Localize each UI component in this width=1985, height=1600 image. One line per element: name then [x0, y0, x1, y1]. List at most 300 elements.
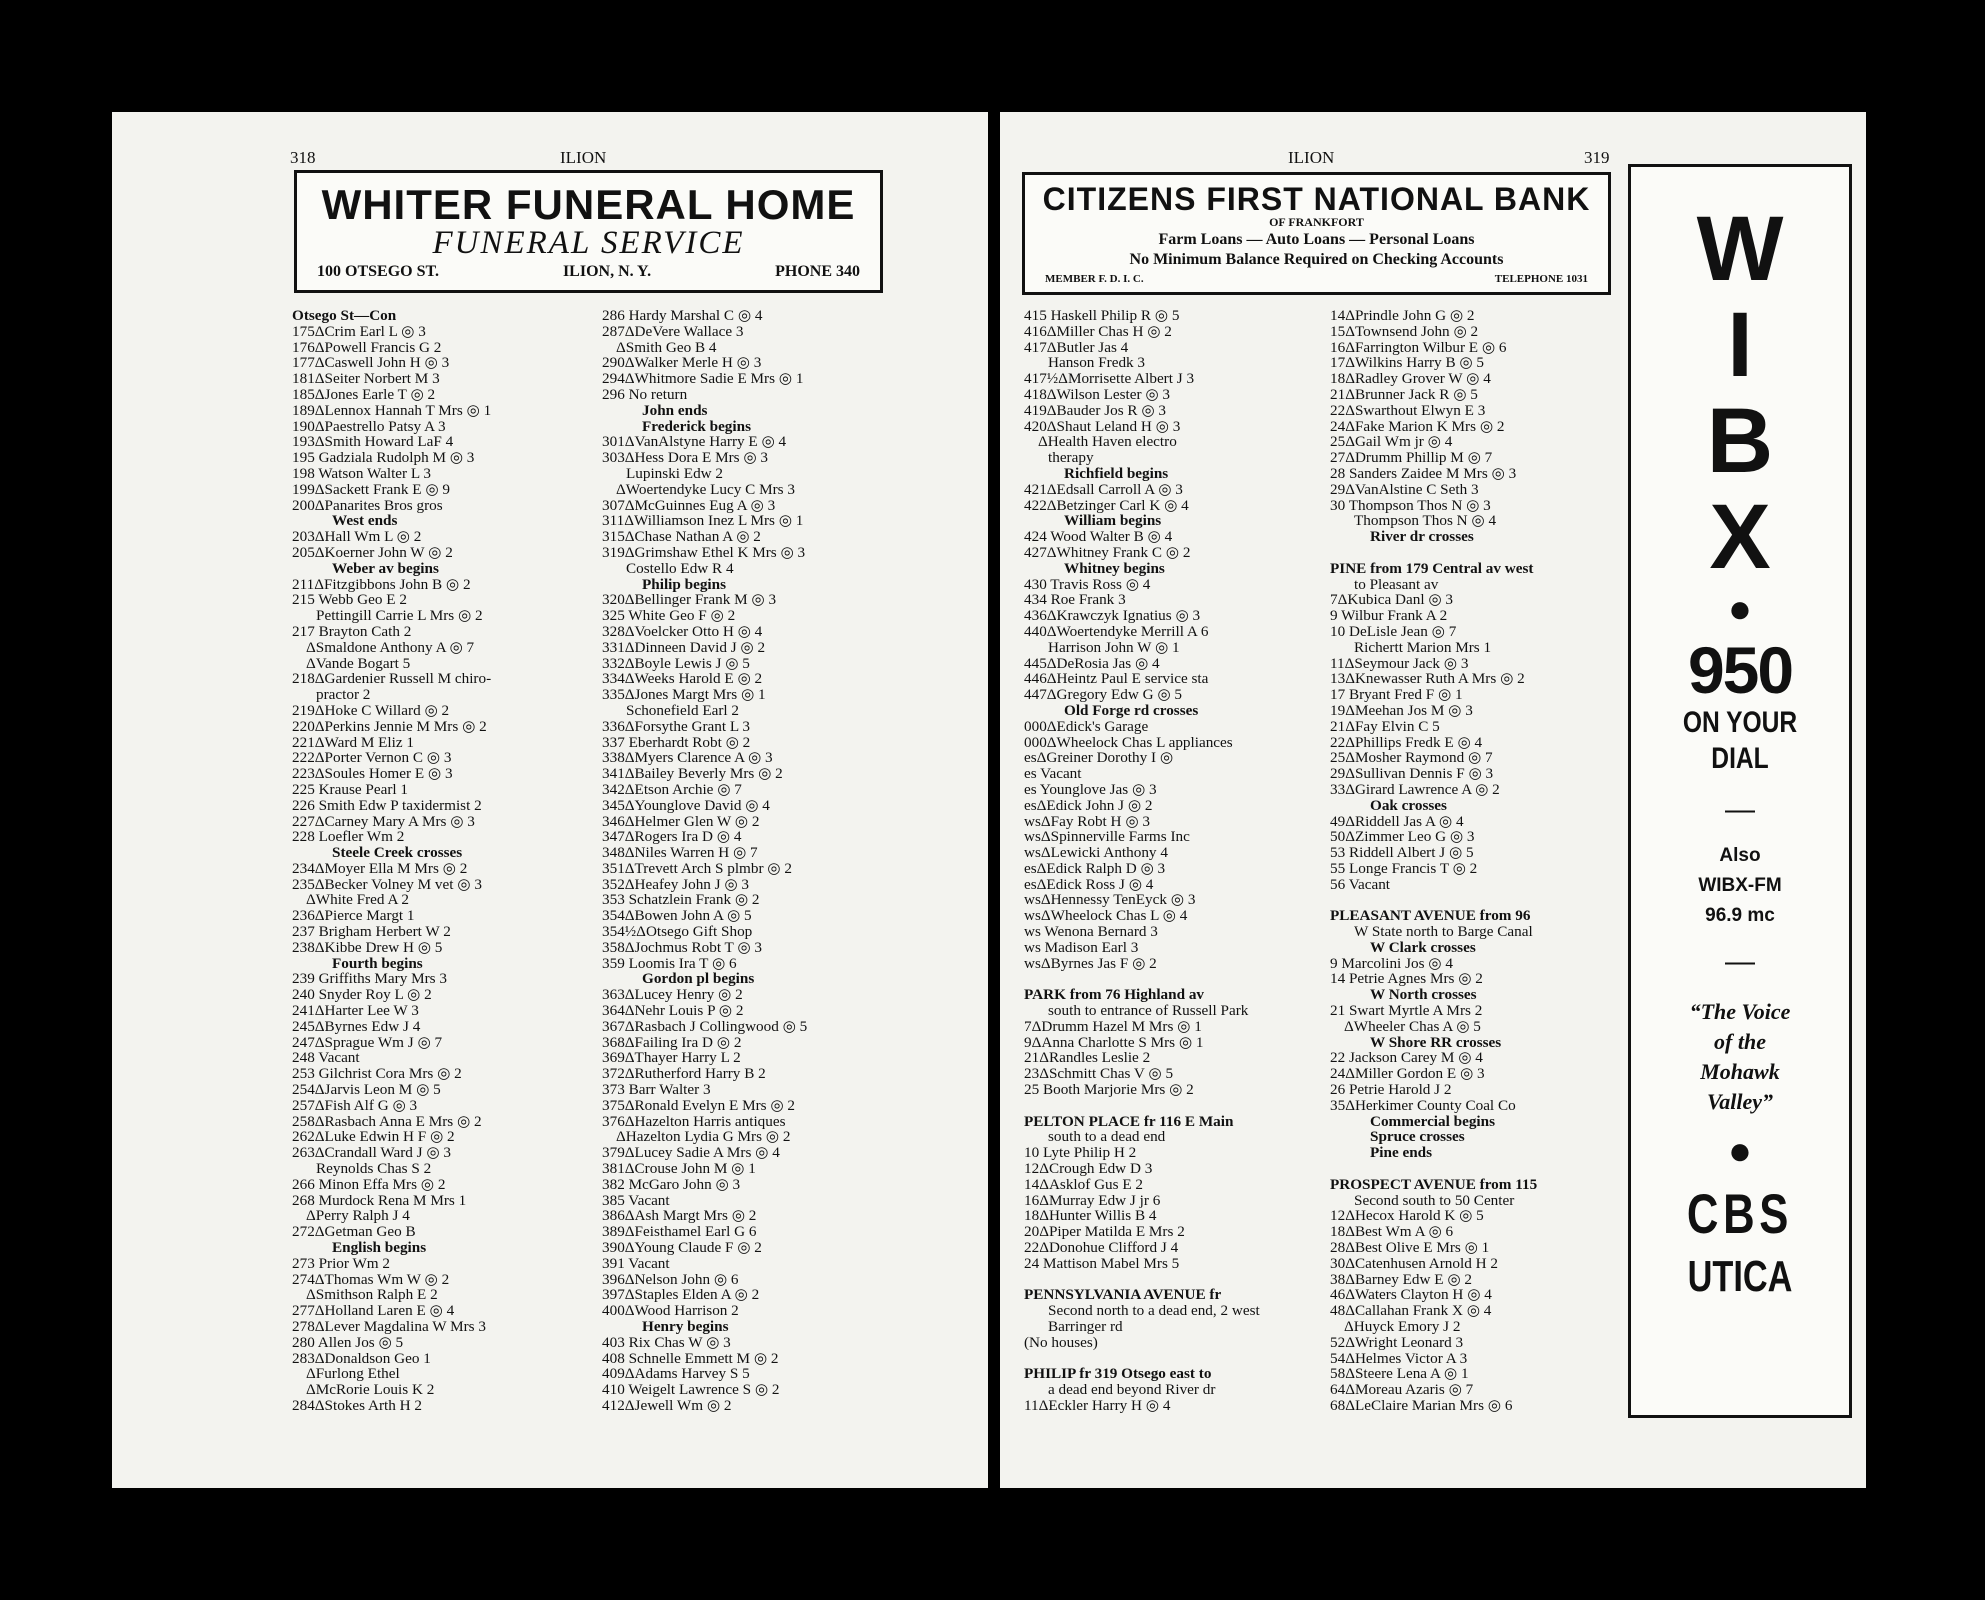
directory-entry: ws Wenona Bernard 3	[1024, 923, 1158, 941]
directory-entry: 372ΔRutherford Harry B 2	[602, 1065, 766, 1083]
directory-entry: 28ΔBest Olive E Mrs ◎ 1	[1330, 1239, 1490, 1257]
directory-entry: 415 Haskell Philip R ◎ 5	[1024, 307, 1180, 324]
directory-entry: 241ΔHarter Lee W 3	[292, 1002, 419, 1020]
left-page	[112, 112, 988, 1488]
directory-entry: 416ΔMiller Chas H ◎ 2	[1024, 322, 1172, 340]
directory-entry: 375ΔRonald Evelyn E Mrs ◎ 2	[602, 1096, 796, 1114]
directory-entry	[1024, 1351, 1260, 1367]
directory-entry: 257ΔFish Alf G ◎ 3	[292, 1096, 418, 1114]
directory-entry: 296 No return	[602, 385, 688, 403]
directory-entry: 424 Wood Walter B ◎ 4	[1024, 528, 1173, 546]
directory-entry: 17ΔWilkins Harry B ◎ 5	[1330, 354, 1485, 372]
bank-ad	[1022, 172, 1611, 295]
directory-entry: ΔVande Bogart 5	[306, 654, 411, 672]
directory-entry: 22ΔSwarthout Elwyn E 3	[1330, 401, 1486, 419]
directory-entry: Oak crosses	[1370, 796, 1447, 814]
directory-entry: 352ΔHeafey John J ◎ 3	[602, 875, 750, 893]
directory-entry: 227ΔCarney Mary A Mrs ◎ 3	[292, 812, 475, 830]
directory-entry: 419ΔBauder Jos R ◎ 3	[1024, 401, 1166, 419]
directory-entry: PENNSYLVANIA AVENUE fr	[1024, 1286, 1222, 1304]
directory-entry: 226 Smith Edw P taxidermist 2	[292, 796, 482, 814]
directory-entry: Old Forge rd crosses	[1064, 701, 1199, 719]
dial-line-2: DIAL	[1711, 742, 1769, 775]
directory-entry: 19ΔMeehan Jos M ◎ 3	[1330, 701, 1473, 719]
directory-entry: 280 Allen Jos ◎ 5	[292, 1333, 404, 1351]
directory-entry: 237 Brigham Herbert W 2	[292, 923, 451, 941]
directory-entry: 266 Minon Effa Mrs ◎ 2	[292, 1175, 446, 1193]
directory-entry: Second north to a dead end, 2 west	[1048, 1302, 1260, 1320]
directory-entry: 234ΔMoyer Ella M Mrs ◎ 2	[292, 859, 468, 877]
directory-entry: 28 Sanders Zaidee M Mrs ◎ 3	[1330, 464, 1517, 482]
directory-entry	[1330, 545, 1537, 561]
directory-entry: 190ΔPaestrello Patsy A 3	[292, 417, 446, 435]
directory-entry: wsΔFay Robt H ◎ 3	[1024, 812, 1150, 830]
directory-entry: 200ΔPanarites Bros gros	[292, 496, 443, 514]
directory-entry: PROSPECT AVENUE from 115	[1330, 1175, 1538, 1193]
directory-column-right-2	[1330, 308, 1537, 1414]
divider: —	[1725, 945, 1755, 978]
network-label: CBS	[1686, 1182, 1794, 1245]
directory-column-right-1	[1024, 308, 1260, 1414]
directory-entry: 358ΔJochmus Robt T ◎ 3	[602, 938, 763, 956]
directory-entry: 21ΔFay Elvin C 5	[1330, 717, 1440, 735]
dial-line-1: ON YOUR	[1682, 706, 1798, 739]
directory-entry: 56 Vacant	[1330, 875, 1391, 893]
directory-entry: 446ΔHeintz Paul E service sta	[1024, 670, 1209, 688]
slogan-line-1: “The Voice	[1689, 999, 1791, 1024]
directory-column-left-1	[292, 308, 491, 1414]
directory-entry: ΔSmithson Ralph E 2	[306, 1286, 438, 1304]
directory-entry: 215 Webb Geo E 2	[292, 591, 407, 609]
directory-entry: 422ΔBetzinger Carl K ◎ 4	[1024, 496, 1189, 514]
directory-entry: wsΔWheelock Chas L ◎ 4	[1024, 907, 1188, 925]
directory-entry: Fourth begins	[332, 954, 423, 972]
directory-entry: 205ΔKoerner John W ◎ 2	[292, 543, 453, 561]
directory-entry: 24ΔMiller Gordon E ◎ 3	[1330, 1065, 1485, 1083]
directory-entry: 367ΔRasbach J Collingwood ◎ 5	[602, 1017, 808, 1035]
directory-entry: 238ΔKibbe Drew H ◎ 5	[292, 938, 443, 956]
directory-entry: 30 Thompson Thos N ◎ 3	[1330, 496, 1491, 514]
directory-entry: 421ΔEdsall Carroll A ◎ 3	[1024, 480, 1183, 498]
directory-entry: 21ΔBrunner Jack R ◎ 5	[1330, 385, 1478, 403]
directory-entry: 245ΔByrnes Edw J 4	[292, 1017, 421, 1035]
directory-entry: 48ΔCallahan Frank X ◎ 4	[1330, 1302, 1492, 1320]
directory-entry: south to entrance of Russell Park	[1048, 1002, 1249, 1020]
directory-entry: English begins	[332, 1239, 427, 1257]
directory-entry: 325 White Geo F ◎ 2	[602, 607, 736, 625]
directory-entry: 195 Gadziala Rudolph M ◎ 3	[292, 449, 475, 467]
directory-entry: Costello Edw R 4	[626, 559, 734, 577]
directory-entry: 12ΔHecox Harold K ◎ 5	[1330, 1207, 1484, 1225]
directory-entry: Frederick begins	[642, 417, 751, 435]
directory-entry: 14ΔPrindle John G ◎ 2	[1330, 307, 1475, 324]
directory-entry: Reynolds Chas S 2	[316, 1160, 432, 1178]
directory-entry: 7ΔKubica Danl ◎ 3	[1330, 591, 1453, 609]
divider: —	[1725, 793, 1755, 826]
directory-entry: PHILIP fr 319 Otsego east to	[1024, 1365, 1212, 1383]
directory-entry: 193ΔSmith Howard LaF 4	[292, 433, 454, 451]
directory-entry: River dr crosses	[1370, 528, 1474, 546]
directory-entry: 50ΔZimmer Leo G ◎ 3	[1330, 828, 1475, 846]
directory-entry: Steele Creek crosses	[332, 844, 463, 862]
directory-entry	[1024, 1098, 1260, 1114]
directory-entry: 307ΔMcGuinnes Eug A ◎ 3	[602, 496, 776, 514]
directory-entry: 430 Travis Ross ◎ 4	[1024, 575, 1151, 593]
ad-name: WHITER FUNERAL HOME	[321, 181, 856, 228]
call-letter: W	[1696, 198, 1784, 300]
directory-entry: John ends	[642, 401, 708, 419]
directory-entry: Spruce crosses	[1370, 1128, 1465, 1146]
directory-entry: 25ΔMosher Raymond ◎ 7	[1330, 749, 1493, 767]
directory-entry: Richfield begins	[1064, 464, 1169, 482]
directory-entry: 55 Longe Francis T ◎ 2	[1330, 859, 1478, 877]
page-number: 318	[290, 148, 316, 167]
directory-entry: 58ΔSteere Lena A ◎ 1	[1330, 1365, 1469, 1383]
directory-entry: W North crosses	[1370, 986, 1477, 1004]
directory-entry	[1024, 971, 1260, 987]
directory-entry: ΔHealth Haven electro	[1038, 433, 1177, 451]
directory-entry: 236ΔPierce Margt 1	[292, 907, 415, 925]
directory-entry: 417ΔButler Jas 4	[1024, 338, 1129, 356]
fm-label: WIBX-FM	[1698, 875, 1782, 896]
directory-entry: Pettingill Carrie L Mrs ◎ 2	[316, 607, 483, 625]
directory-entry: (No houses)	[1024, 1333, 1098, 1351]
directory-entry: 410 Weigelt Lawrence S ◎ 2	[602, 1381, 780, 1399]
directory-entry: PINE from 179 Central av west	[1330, 559, 1534, 577]
ad-member: MEMBER F. D. I. C.	[1045, 273, 1144, 285]
directory-entry: 354ΔBowen John A ◎ 5	[602, 907, 752, 925]
directory-entry: 369ΔThayer Harry L 2	[602, 1049, 741, 1067]
directory-entry: 35ΔHerkimer County Coal Co	[1330, 1096, 1516, 1114]
directory-entry: 408 Schnelle Emmett M ◎ 2	[602, 1349, 779, 1367]
directory-entry: 274ΔThomas Wm W ◎ 2	[292, 1270, 450, 1288]
directory-entry: 10 DeLisle Jean ◎ 7	[1330, 622, 1457, 640]
directory-entry: 11ΔEckler Harry H ◎ 4	[1024, 1396, 1171, 1414]
directory-entry: 189ΔLennox Hannah T Mrs ◎ 1	[292, 401, 492, 419]
directory-entry: 278ΔLever Magdalina W Mrs 3	[292, 1318, 486, 1335]
ad-name: CITIZENS FIRST NATIONAL BANK	[1042, 181, 1591, 217]
directory-entry	[1330, 1161, 1537, 1177]
directory-entry: 219ΔHoke C Willard ◎ 2	[292, 701, 450, 719]
directory-entry: 21ΔRandles Leslie 2	[1024, 1049, 1151, 1067]
directory-entry: 240 Snyder Roy L ◎ 2	[292, 986, 432, 1004]
directory-entry: es Vacant	[1024, 765, 1082, 783]
directory-entry: 379ΔLucey Sadie A Mrs ◎ 4	[602, 1144, 780, 1162]
directory-entry: ΔHuyck Emory J 2	[1344, 1318, 1461, 1335]
directory-entry: 9ΔAnna Charlotte S Mrs ◎ 1	[1024, 1033, 1204, 1051]
directory-entry: Whitney begins	[1064, 559, 1165, 577]
directory-entry: es Younglove Jas ◎ 3	[1024, 780, 1157, 798]
directory-entry: ΔMcRorie Louis K 2	[306, 1381, 435, 1399]
directory-entry: 320ΔBellinger Frank M ◎ 3	[602, 591, 777, 609]
directory-entry: 341ΔBailey Beverly Mrs ◎ 2	[602, 765, 783, 783]
right-page	[1000, 112, 1866, 1488]
directory-entry: 14ΔAsklof Gus E 2	[1024, 1175, 1144, 1193]
directory-entry: 68ΔLeClaire Marian Mrs ◎ 6	[1330, 1396, 1513, 1414]
directory-entry: 53 Riddell Albert J ◎ 5	[1330, 844, 1474, 862]
directory-entry: 447ΔGregory Edw G ◎ 5	[1024, 686, 1182, 704]
directory-entry: Philip begins	[642, 575, 726, 593]
directory-entry: Weber av begins	[332, 559, 439, 577]
directory-entry: 33ΔGirard Lawrence A ◎ 2	[1330, 780, 1500, 798]
directory-entry: 000ΔEdick's Garage	[1024, 717, 1149, 735]
directory-entry: 283ΔDonaldson Geo 1	[292, 1349, 431, 1367]
directory-entry: 363ΔLucey Henry ◎ 2	[602, 986, 743, 1004]
directory-entry: 287ΔDeVere Wallace 3	[602, 322, 744, 340]
directory-entry: 315ΔChase Nathan A ◎ 2	[602, 528, 761, 546]
ad-tagline: FUNERAL SERVICE	[432, 225, 745, 261]
directory-entry: PLEASANT AVENUE from 96	[1330, 907, 1531, 925]
directory-entry: ΔPerry Ralph J 4	[306, 1207, 410, 1225]
directory-entry: Thompson Thos N ◎ 4	[1354, 512, 1497, 530]
book-gutter	[988, 100, 1000, 1500]
slogan-line-3: Mohawk	[1700, 1059, 1780, 1084]
directory-entry: 217 Brayton Cath 2	[292, 622, 412, 640]
directory-entry: Barringer rd	[1048, 1318, 1123, 1335]
directory-entry: ws Madison Earl 3	[1024, 938, 1139, 956]
directory-entry: wsΔByrnes Jas F ◎ 2	[1024, 954, 1157, 972]
directory-entry: 26 Petrie Harold J 2	[1330, 1081, 1452, 1099]
directory-entry: wsΔHennessy TenEyck ◎ 3	[1024, 891, 1196, 909]
directory-entry: 354½ΔOtsego Gift Shop	[602, 923, 753, 941]
directory-entry: 223ΔSoules Homer E ◎ 3	[292, 765, 453, 783]
directory-entry: 10 Lyte Philip H 2	[1024, 1144, 1137, 1162]
directory-entry: 331ΔDinneen David J ◎ 2	[602, 638, 766, 656]
directory-entry: 389ΔFeisthamel Earl G 6	[602, 1223, 757, 1241]
directory-entry: 301ΔVanAlstyne Harry E ◎ 4	[602, 433, 787, 451]
directory-entry: W Clark crosses	[1370, 938, 1476, 956]
directory-entry: 9 Wilbur Frank A 2	[1330, 607, 1448, 625]
directory-entry: Harrison John W ◎ 1	[1048, 638, 1180, 656]
ad-contact-row	[317, 263, 860, 281]
directory-entry: 409ΔAdams Harvey S 5	[602, 1365, 750, 1383]
directory-entry: ΔWoertendyke Lucy C Mrs 3	[616, 480, 795, 498]
directory-entry: Pine ends	[1370, 1144, 1433, 1162]
directory-entry: therapy	[1048, 449, 1094, 467]
directory-entry: 382 McGaro John ◎ 3	[602, 1175, 741, 1193]
directory-entry: wsΔLewicki Anthony 4	[1024, 844, 1168, 862]
directory-entry: 284ΔStokes Arth H 2	[292, 1396, 423, 1414]
directory-entry: 52ΔWright Leonard 3	[1330, 1333, 1464, 1351]
directory-entry: 440ΔWoertendyke Merrill A 6	[1024, 622, 1209, 640]
directory-entry: 24ΔFake Marion K Mrs ◎ 2	[1330, 417, 1505, 435]
directory-entry: 348ΔNiles Warren H ◎ 7	[602, 844, 758, 862]
directory-entry: Hanson Fredk 3	[1048, 354, 1146, 372]
directory-entry: 311ΔWilliamson Inez L Mrs ◎ 1	[602, 512, 804, 530]
directory-entry: 396ΔNelson John ◎ 6	[602, 1270, 739, 1288]
call-letter: X	[1709, 486, 1771, 588]
directory-entry: Gordon pl begins	[642, 970, 755, 988]
ad-phone: PHONE 340	[775, 263, 860, 280]
directory-entry: 54ΔHelmes Victor A 3	[1330, 1349, 1468, 1367]
directory-entry: 38ΔBarney Edw E ◎ 2	[1330, 1270, 1472, 1288]
ad-line2: No Minimum Balance Required on Checking Accounts	[1129, 251, 1504, 268]
directory-entry: 27ΔDrumm Phillip M ◎ 7	[1330, 449, 1493, 467]
directory-entry: 13ΔKnewasser Ruth A Mrs ◎ 2	[1330, 670, 1525, 688]
directory-entry: 22ΔDonohue Clifford J 4	[1024, 1239, 1179, 1257]
directory-entry: Lupinski Edw 2	[626, 464, 724, 482]
directory-entry: 268 Murdock Rena M Mrs 1	[292, 1191, 467, 1209]
directory-entry: 9 Marcolini Jos ◎ 4	[1330, 954, 1453, 972]
directory-entry: 22 Jackson Carey M ◎ 4	[1330, 1049, 1483, 1067]
directory-entry: 376ΔHazelton Harris antiques	[602, 1112, 786, 1130]
bullet-icon: ●	[1727, 587, 1753, 631]
directory-entry: 24 Mattison Mabel Mrs 5	[1024, 1254, 1180, 1272]
city-label: UTICA	[1687, 1252, 1793, 1301]
directory-entry: 254ΔJarvis Leon M ◎ 5	[292, 1081, 441, 1099]
directory-entry: West ends	[332, 512, 398, 530]
directory-entry: 303ΔHess Dora E Mrs ◎ 3	[602, 449, 769, 467]
directory-entry: 336ΔForsythe Grant L 3	[602, 717, 750, 735]
directory-entry: 386ΔAsh Margt Mrs ◎ 2	[602, 1207, 757, 1225]
directory-entry: 30ΔCatenhusen Arnold H 2	[1330, 1254, 1498, 1272]
directory-entry: 342ΔEtson Archie ◎ 7	[602, 780, 742, 798]
directory-entry: esΔEdick Ralph D ◎ 3	[1024, 859, 1166, 877]
directory-entry: ΔHazelton Lydia G Mrs ◎ 2	[616, 1128, 791, 1146]
directory-entry: 391 Vacant	[602, 1254, 670, 1272]
bullet-icon: ●	[1727, 1129, 1753, 1173]
directory-entry: 181ΔSeiter Norbert M 3	[292, 370, 440, 388]
directory-entry: 328ΔVoelcker Otto H ◎ 4	[602, 622, 763, 640]
ad-phone: TELEPHONE 1031	[1494, 273, 1588, 285]
running-head: ILION	[560, 148, 607, 167]
directory-entry: Otsego St—Con	[292, 307, 397, 324]
directory-entry: 14 Petrie Agnes Mrs ◎ 2	[1330, 970, 1483, 988]
directory-entry: to Pleasant av	[1354, 575, 1439, 593]
directory-entry: 239 Griffiths Mary Mrs 3	[292, 970, 447, 988]
directory-entry: W Shore RR crosses	[1370, 1033, 1502, 1051]
directory-entry: 253 Gilchrist Cora Mrs ◎ 2	[292, 1065, 462, 1083]
directory-entry: 417½ΔMorrisette Albert J 3	[1024, 370, 1195, 388]
directory-entry: wsΔSpinnerville Farms Inc	[1024, 828, 1190, 846]
directory-entry: 222ΔPorter Vernon C ◎ 3	[292, 749, 452, 767]
directory-entry: 176ΔPowell Francis G 2	[292, 338, 442, 356]
directory-entry: 397ΔStaples Elden A ◎ 2	[602, 1286, 760, 1304]
call-letter: B	[1706, 390, 1774, 492]
directory-entry: 359 Loomis Ira T ◎ 6	[602, 954, 737, 972]
radio-station-ad	[1628, 164, 1852, 1418]
directory-entry: 373 Barr Walter 3	[602, 1081, 711, 1099]
directory-entry: Richertt Marion Mrs 1	[1354, 638, 1492, 656]
directory-entry: 258ΔRasbach Anna E Mrs ◎ 2	[292, 1112, 482, 1130]
directory-entry: a dead end beyond River dr	[1048, 1381, 1216, 1399]
directory-entry: 23ΔSchmitt Chas V ◎ 5	[1024, 1065, 1174, 1083]
directory-entry: 235ΔBecker Volney M vet ◎ 3	[292, 875, 482, 893]
directory-entry: esΔGreiner Dorothy I ◎	[1024, 749, 1174, 767]
directory-entry: 418ΔWilson Lester ◎ 3	[1024, 385, 1170, 403]
directory-entry: 221ΔWard M Eliz 1	[292, 733, 415, 751]
directory-entry: esΔEdick John J ◎ 2	[1024, 796, 1153, 814]
directory-entry: W State north to Barge Canal	[1354, 923, 1533, 941]
ad-address: 100 OTSEGO ST.	[317, 263, 439, 280]
directory-entry: 445ΔDeRosia Jas ◎ 4	[1024, 654, 1160, 672]
directory-entry: 277ΔHolland Laren E ◎ 4	[292, 1302, 455, 1320]
directory-entry: 351ΔTrevett Arch S plmbr ◎ 2	[602, 859, 792, 877]
directory-entry: 29ΔVanAlstine C Seth 3	[1330, 480, 1479, 498]
page-number: 319	[1584, 148, 1610, 167]
directory-entry: south to a dead end	[1048, 1128, 1166, 1146]
directory-entry: 390ΔYoung Claude F ◎ 2	[602, 1239, 762, 1257]
directory-entry: 25ΔGail Wm jr ◎ 4	[1330, 433, 1453, 451]
directory-entry: 364ΔNehr Louis P ◎ 2	[602, 1002, 744, 1020]
directory-entry: 368ΔFailing Ira D ◎ 2	[602, 1033, 742, 1051]
directory-entry: practor 2	[316, 686, 371, 704]
directory-entry: 177ΔCaswell John H ◎ 3	[292, 354, 450, 372]
directory-entry: 49ΔRiddell Jas A ◎ 4	[1330, 812, 1464, 830]
directory-entry: 29ΔSullivan Dennis F ◎ 3	[1330, 765, 1494, 783]
directory-entry: 427ΔWhitney Frank C ◎ 2	[1024, 543, 1191, 561]
directory-entry: 11ΔSeymour Jack ◎ 3	[1330, 654, 1469, 672]
directory-entry: 335ΔJones Margt Mrs ◎ 1	[602, 686, 766, 704]
directory-entry: esΔEdick Ross J ◎ 4	[1024, 875, 1154, 893]
directory-entry: 18ΔHunter Willis B 4	[1024, 1207, 1157, 1225]
directory-entry: 420ΔShaut Leland H ◎ 3	[1024, 417, 1181, 435]
directory-entry: 247ΔSprague Wm J ◎ 7	[292, 1033, 443, 1051]
directory-entry: ΔSmith Geo B 4	[616, 338, 717, 356]
directory-entry: 262ΔLuke Edwin H F ◎ 2	[292, 1128, 455, 1146]
ad-sub: OF FRANKFORT	[1269, 215, 1364, 229]
directory-entry: 286 Hardy Marshal C ◎ 4	[602, 307, 763, 324]
directory-entry: 272ΔGetman Geo B	[292, 1223, 416, 1241]
directory-entry: Henry begins	[642, 1318, 729, 1335]
directory-entry: 185ΔJones Earle T ◎ 2	[292, 385, 436, 403]
directory-entry: 17 Bryant Fred F ◎ 1	[1330, 686, 1463, 704]
directory-entry: 353 Schatzlein Frank ◎ 2	[602, 891, 760, 909]
frequency: 950	[1687, 633, 1793, 707]
directory-entry: 436ΔKrawczyk Ignatius ◎ 3	[1024, 607, 1201, 625]
directory-entry: 18ΔRadley Grover W ◎ 4	[1330, 370, 1491, 388]
directory-entry: 263ΔCrandall Ward J ◎ 3	[292, 1144, 452, 1162]
directory-entry: 21 Swart Myrtle A Mrs 2	[1330, 1002, 1483, 1020]
directory-entry: 15ΔTownsend John ◎ 2	[1330, 322, 1479, 340]
directory-entry	[1330, 892, 1537, 908]
directory-entry: 46ΔWaters Clayton H ◎ 4	[1330, 1286, 1492, 1304]
directory-entry: 346ΔHelmer Glen W ◎ 2	[602, 812, 760, 830]
directory-entry: 412ΔJewell Wm ◎ 2	[602, 1396, 732, 1414]
directory-entry: 294ΔWhitmore Sadie E Mrs ◎ 1	[602, 370, 804, 388]
directory-entry: PARK from 76 Highland av	[1024, 986, 1205, 1004]
directory-entry: Schonefield Earl 2	[626, 701, 740, 719]
directory-entry: 403 Rix Chas W ◎ 3	[602, 1333, 731, 1351]
directory-entry: 22ΔPhillips Fredk E ◎ 4	[1330, 733, 1483, 751]
directory-entry: 220ΔPerkins Jennie M Mrs ◎ 2	[292, 717, 487, 735]
directory-entry: 400ΔWood Harrison 2	[602, 1302, 739, 1320]
directory-entry: 332ΔBoyle Lewis J ◎ 5	[602, 654, 750, 672]
ad-line1: Farm Loans — Auto Loans — Personal Loans	[1158, 231, 1475, 248]
directory-entry: 16ΔFarrington Wilbur E ◎ 6	[1330, 338, 1507, 356]
directory-entry: ΔFurlong Ethel	[306, 1365, 400, 1383]
directory-entry: 334ΔWeeks Harold E ◎ 2	[602, 670, 763, 688]
directory-entry: 000ΔWheelock Chas L appliances	[1024, 733, 1233, 751]
directory-entry: 434 Roe Frank 3	[1024, 591, 1126, 609]
directory-entry: William begins	[1064, 512, 1162, 530]
ad-footer-row	[1045, 273, 1588, 285]
also-label: Also	[1719, 845, 1761, 866]
funeral-home-ad	[294, 170, 883, 293]
directory-entry: 20ΔPiper Matilda E Mrs 2	[1024, 1223, 1185, 1241]
directory-entry: 225 Krause Pearl 1	[292, 780, 408, 798]
directory-entry: 64ΔMoreau Azaris ◎ 7	[1330, 1381, 1474, 1399]
directory-entry: 248 Vacant	[292, 1049, 360, 1067]
directory-entry: 385 Vacant	[602, 1191, 670, 1209]
directory-entry: PELTON PLACE fr 116 E Main	[1024, 1112, 1234, 1130]
directory-entry: Second south to 50 Center	[1354, 1191, 1515, 1209]
directory-entry: 218ΔGardenier Russell M chiro-	[292, 670, 492, 688]
slogan-line-4: Valley”	[1707, 1089, 1773, 1114]
call-letter: I	[1727, 294, 1753, 396]
directory-entry: 203ΔHall Wm L ◎ 2	[292, 528, 422, 546]
directory-entry: Commercial begins	[1370, 1112, 1496, 1130]
